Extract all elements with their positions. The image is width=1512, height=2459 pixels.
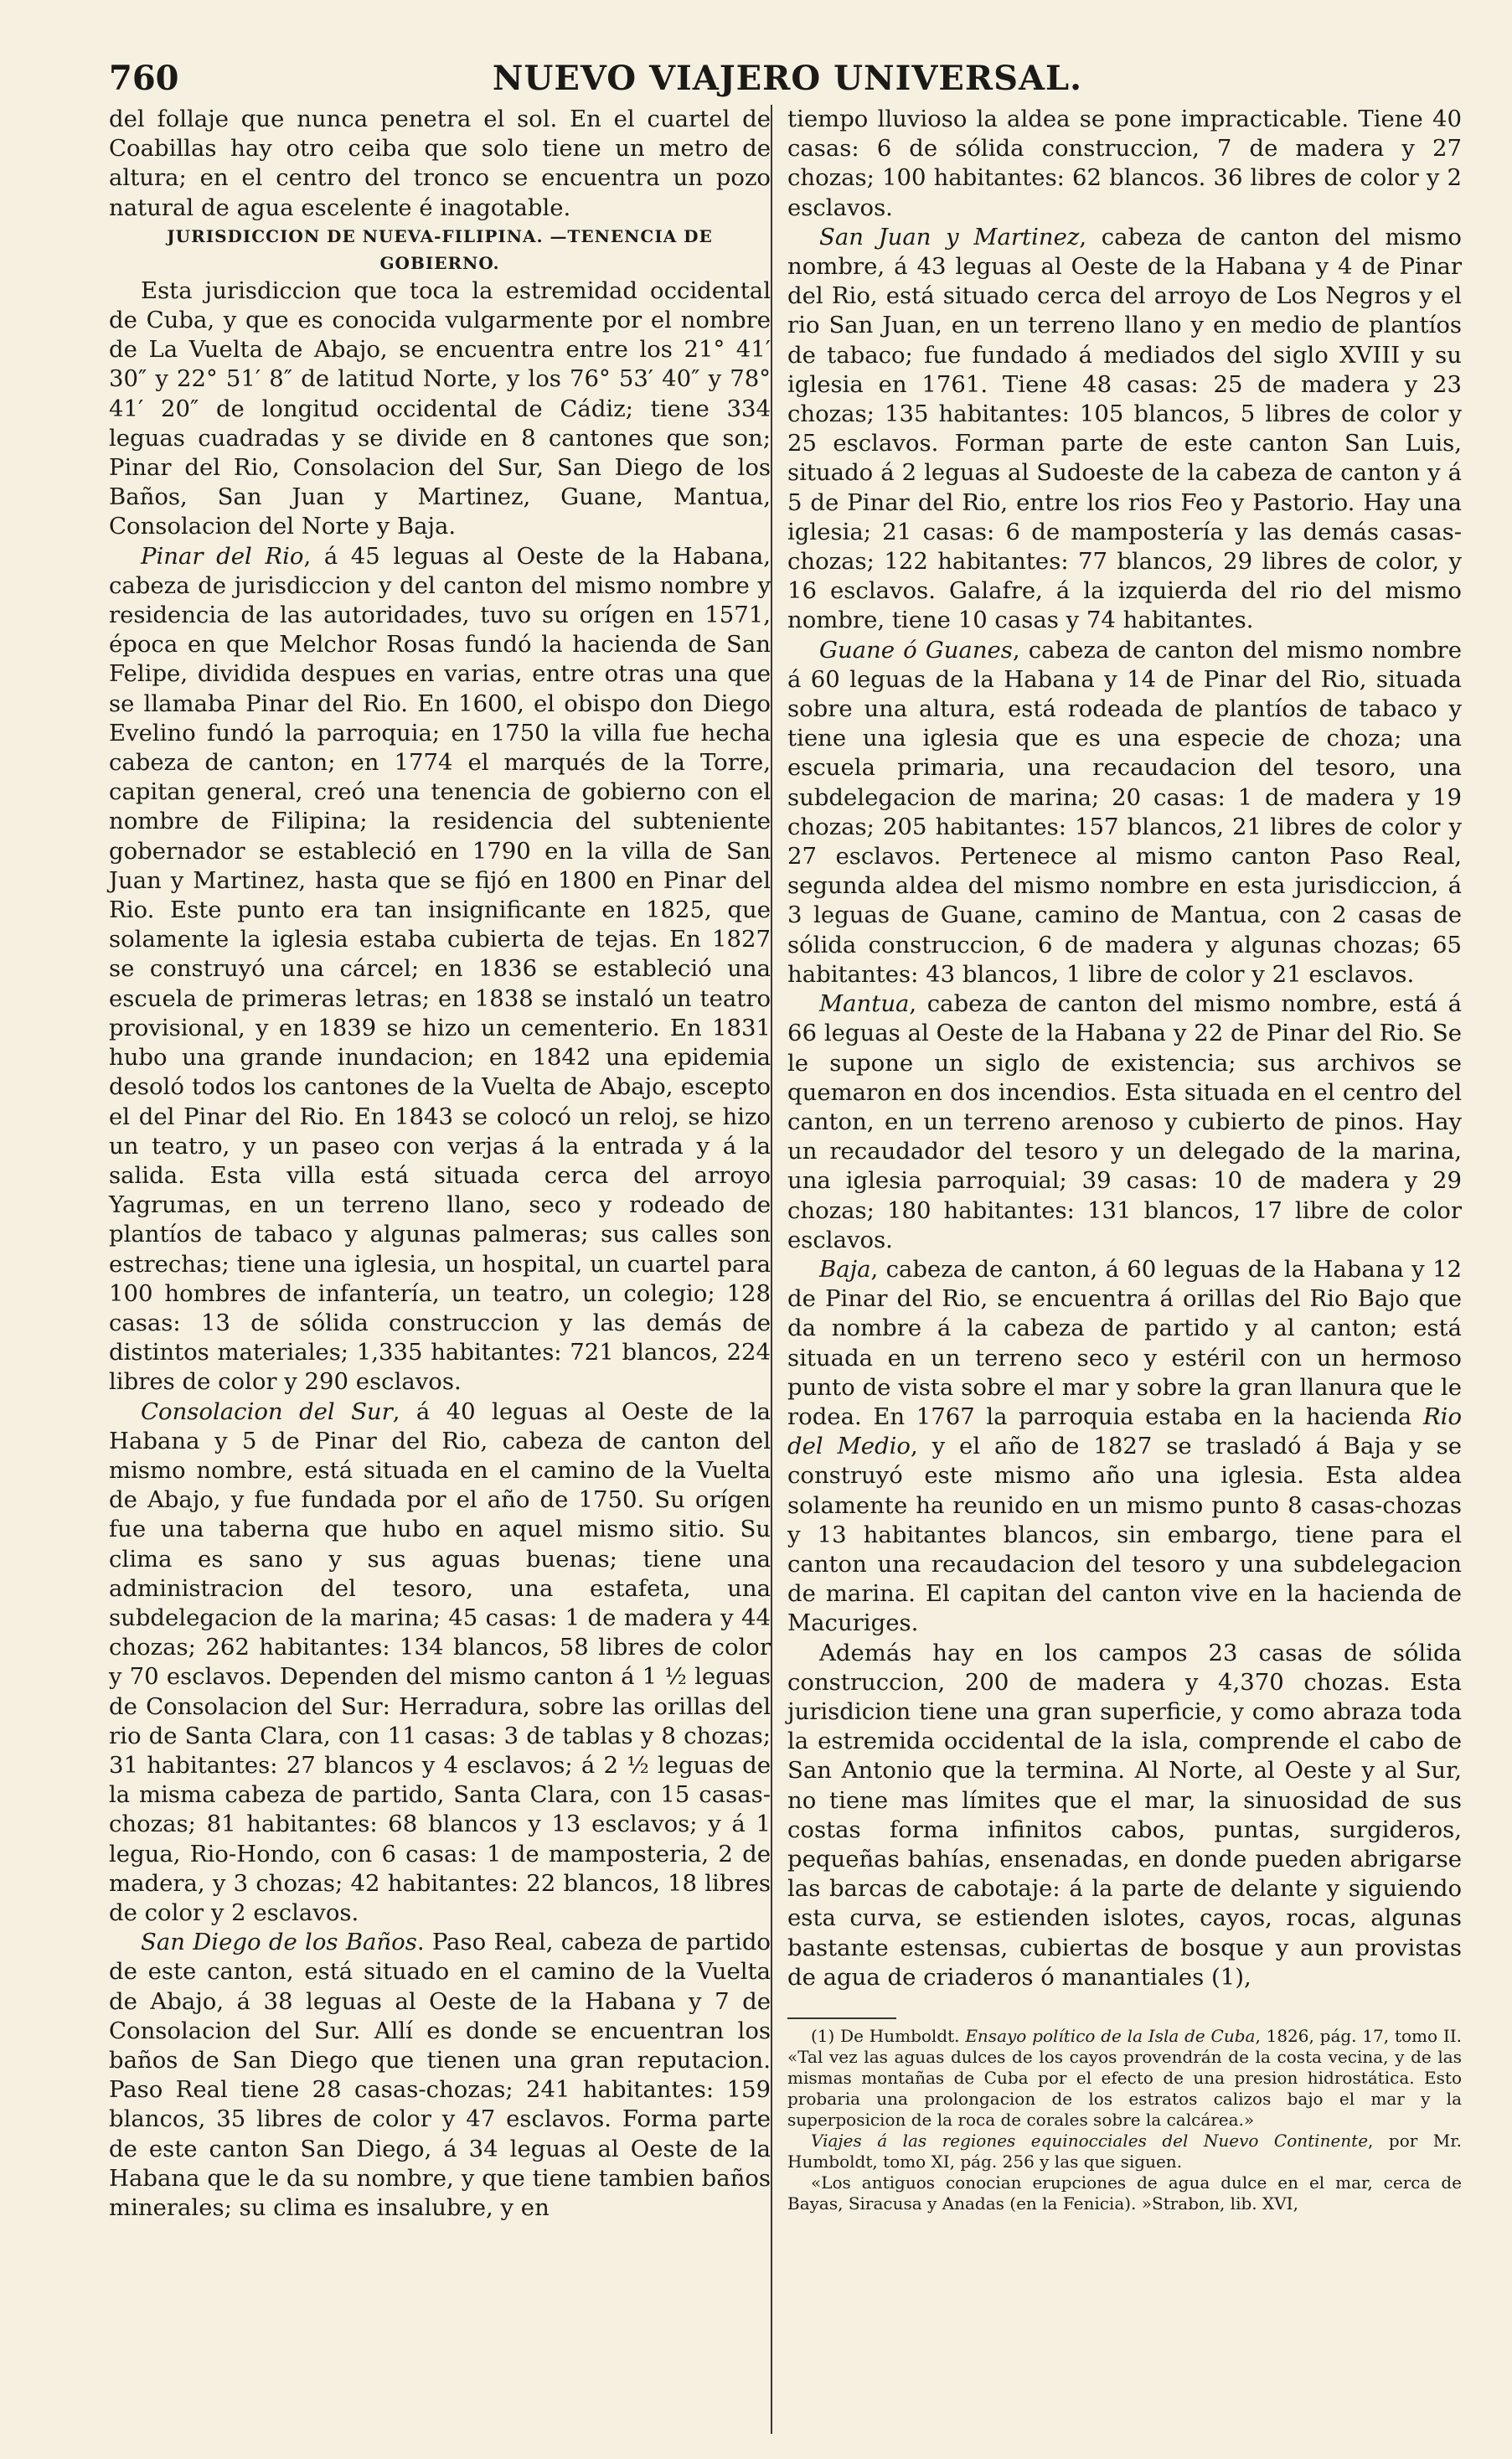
- place-name: Pinar del Rio: [141, 542, 304, 570]
- paragraph-guane: [787, 636, 1462, 989]
- column-divider: [771, 105, 772, 2434]
- right-column: [787, 105, 1462, 2214]
- paragraph: Esta jurisdiccion que toca la estremidad occidental de Cuba, y que es conocida vulgarmente por el nombre de La Vuelta de Abajo, se encuentra entre los 21° 41′ 30″ y 22° 51′ 8″ de latitud Norte, y los 76° 53′ 40″ y 78° 41′ 20″ de longitud occidental de Cádiz; tiene 334 leguas cuadradas y se divide en 8 cantones que son; Pinar del Rio, Consolacion del Sur, San Diego de los Baños, San Juan y Martinez, Guane, Mantua, Consolacion del Norte y Baja.: [109, 276, 771, 540]
- paragraph-text: , y el año de 1827 se trasladó á Baja y se construyó este mismo año una iglesia. Esta aldea solamente ha reunido en un mismo punto 8 casas-chozas y 13 habitantes blancos, sin embargo, tiene para el canton una recaudacion del tesoro y una subdelegacion de marina. El capitan del canton vive en la hacienda de Macuriges.: [787, 1433, 1462, 1637]
- paragraph-text: , á 45 leguas al Oeste de la Habana, cabeza de jurisdiccion y del canton del mismo nombre y residencia de las autoridades, tuvo su orígen en 1571, época en que Melchor Rosas fundó la hacienda de San Felipe, dividida despues en varias, entre otras una que se llamaba Pinar del Rio. En 1600, el obispo don Diego Evelino fundó la parroquia; en 1750 la villa fue hecha cabeza de canton; en 1774 el marqués de la Torre, capitan general, creó una tenencia de gobierno con el nombre de Filipina; la residencia del subteniente gobernador se estableció en 1790 en la villa de San Juan y Martinez, hasta que se fijó en 1800 en Pinar del Rio. Este punto era tan insignificante en 1825, que solamente la iglesia estaba cubierta de tejas. En 1827 se construyó una cárcel; en 1836 se estableció una escuela de primeras letras; en 1838 se instaló un teatro provisional, y en 1839 se hizo un cementerio. En 1831 hubo una grande inundacion; en 1842 una epidemia desoló todos los cantones de la Vuelta de Abajo, escepto el del Pinar del Rio. En 1843 se colocó un reloj, se hizo un teatro, y un paseo con verjas á la entrada y á la salida. Esta villa está situada cerca del arroyo Yagrumas, en un terreno llano, seco y rodeado de plantíos de tabaco y algunas palmeras; sus calles son estrechas; tiene una iglesia, un hospital, un cuartel para 100 hombres de infantería, un teatro, un colegio; 128 casas: 13 de sólida construccion y las demás de distintos materiales; 1,335 habitantes: 721 blancos, 224 libres de color y 290 esclavos.: [109, 542, 771, 1396]
- page-number: 760: [109, 59, 179, 98]
- place-name: Baja: [819, 1255, 871, 1283]
- work-title: Ensayo político de la Isla de Cuba: [965, 2026, 1256, 2046]
- paragraph-text: , cabeza de canton del mismo nombre, está á 66 leguas al Oeste de la Habana y 22 de Pinar del Rio. Se le supone un siglo de existencia; sus archivos se quemaron en dos incendios. Esta situada en el centro del canton, en un terreno arenoso y cubierto de pinos. Hay un recaudador del tesoro y un delegado de la marina, una iglesia parroquial; 39 casas: 10 de madera y 29 chozas; 180 habitantes: 131 blancos, 17 libre de color esclavos.: [787, 990, 1462, 1253]
- place-name: Rio del Medio: [787, 1403, 1462, 1460]
- paragraph-text: , á 40 leguas al Oeste de la Habana y 5 de Pinar del Rio, cabeza de canton del mismo nombre, está situada en el camino de la Vuelta de Abajo, y fue fundada por el año de 1750. Su orígen fue una taberna que hubo en aquel mismo sitio. Su clima es sano y sus aguas buenas; tiene una administracion del tesoro, una estafeta, una subdelegacion de la marina; 45 casas: 1 de madera y 44 chozas; 262 habitantes: 134 blancos, 58 libres de color y 70 esclavos. Dependen del mismo canton á 1 ½ leguas de Consolacion del Sur: Herradura, sobre las orillas del rio de Santa Clara, con 11 casas: 3 de tablas y 8 chozas; 31 habitantes: 27 blancos y 4 esclavos; á 2 ½ leguas de la misma cabeza de partido, Santa Clara, con 15 casas-chozas; 81 habitantes: 68 blancos y 13 esclavos; y á 1 legua, Rio-Hondo, con 6 casas: 1 de mamposteria, 2 de madera, y 3 chozas; 42 habitantes: 22 blancos, 18 libres de color y 2 esclavos.: [109, 1397, 771, 1926]
- footnote: «Los antiguos conocian erupciones de agua dulce en el mar, cerca de Bayas, Siracusa y Anadas (en la Fenicia). »Strabon, lib. XVI,: [787, 2172, 1462, 2214]
- paragraph-consolacion-del-sur: [109, 1397, 771, 1929]
- paragraph: Además hay en los campos 23 casas de sólida construccion, 200 de madera y 4,370 chozas. Esta jurisdicion tiene una gran superficie, y como abraza toda la estremida occidental de la isla, comprende el cabo de San Antonio que la termina. Al Norte, al Oeste y al Sur, no tiene mas límites que el mar, la sinuosidad de sus costas forma infinitos cabos, puntas, surgideros, pequeñas bahías, ensenadas, en donde pueden abrigarse las barcas de cabotaje: á la parte de delante y siguiendo esta curva, se estienden islotes, cayos, rocas, algunas bastante estensas, cubiertas de bosque y aun provistas de agua de criaderos ó manantiales (1),: [787, 1639, 1462, 1991]
- work-title: Viajes á las regiones equinocciales del Nuevo Continente: [811, 2131, 1369, 2151]
- footnotes: [787, 2026, 1462, 2214]
- place-name: San Juan y Martinez: [819, 223, 1080, 251]
- footnote-text: (1) De Humboldt.: [811, 2026, 966, 2046]
- footnote: [787, 2026, 1462, 2131]
- paragraph-text: . Paso Real, cabeza de partido de este canton, está situado en el camino de la Vuelta de Abajo, á 38 leguas al Oeste de la Habana y 7 de Consolacion del Sur. Allí es donde se encuentran los baños de San Diego que tienen una gran reputacion. Paso Real tiene 28 casas-chozas; 241 habitantes: 159 blancos, 35 libres de color y 47 esclavos. Forma parte de este canton San Diego, á 34 leguas al Oeste de la Habana que le da su nombre, y que tiene tambien baños minerales; su clima es insalubre, y en: [109, 1929, 771, 2222]
- place-name: Mantua: [819, 990, 910, 1018]
- page-header: [109, 59, 1466, 109]
- running-title: NUEVO VIAJERO UNIVERSAL.: [492, 59, 1083, 98]
- paragraph: tiempo lluvioso la aldea se pone impracticable. Tiene 40 casas: 6 de sólida construccion, 7 de madera y 27 chozas; 100 habitantes: 62 blancos. 36 libres de color y 2 esclavos.: [787, 106, 1462, 221]
- paragraph-text: , cabeza de canton, á 60 leguas de la Habana y 12 de Pinar del Rio, se encuentra á orillas del Rio Bajo que da nombre á la cabeza de partido y al canton; está situada en un terreno seco y estéril con un hermoso punto de vista sobre el mar y sobre la gran llanura que le rodea. En 1767 la parroquia estaba en la hacienda: [787, 1255, 1462, 1430]
- place-name: San Diego de los Baños: [141, 1929, 417, 1956]
- paragraph-pinar-del-rio: [109, 542, 771, 1397]
- paragraph-baja: [787, 1255, 1462, 1639]
- place-name: Consolacion del Sur: [141, 1397, 393, 1425]
- paragraph: del follaje que nunca penetra el sol. En el cuartel de Coabillas hay otro ceiba que solo tiene un metro de altura; en el centro del tronco se encuentra un pozo natural de agua escelente é inagotable.: [109, 106, 771, 221]
- footnote-rule: [787, 2017, 896, 2019]
- place-name: Guane ó Guanes: [819, 636, 1013, 664]
- footnote-text: , por Mr. Humboldt, tomo XI, pág. 256 y las que siguen.: [787, 2131, 1462, 2172]
- footnote: [787, 2131, 1462, 2172]
- paragraph-text: , cabeza de canton del mismo nombre, á 43 leguas al Oeste de la Habana y 4 de Pinar del Rio, está situado cerca del arroyo de Los Negros y el rio San Juan, en un terreno llano y en medio de plantíos de tabaco; fue fundado á mediados del siglo XVIII y su iglesia en 1761. Tiene 48 casas: 25 de madera y 23 chozas; 135 habitantes: 105 blancos, 5 libres de color y 25 esclavos. Forman parte de este canton San Luis, situado á 2 leguas al Sudoeste de la cabeza de canton y á 5 de Pinar del Rio, entre los rios Feo y Pastorio. Hay una iglesia; 21 casas: 6 de mampostería y las demás casas-chozas; 122 habitantes: 77 blancos, 29 libres de color, y 16 esclavos. Galafre, á la izquierda del rio del mismo nombre, tiene 10 casas y 74 habitantes.: [787, 223, 1462, 634]
- section-heading: JURISDICCION DE NUEVA-FILIPINA. —TENENCIA DE GOBIERNO.: [167, 225, 713, 273]
- paragraph-text: , cabeza de canton del mismo nombre á 60 leguas de la Habana y 14 de Pinar del Rio, situada sobre una altura, está rodeada de plantíos de tabaco y tiene una iglesia que es una especie de choza; una escuela primaria, una recaudacion del tesoro, una subdelegacion de marina; 20 casas: 1 de madera y 19 chozas; 205 habitantes: 157 blancos, 21 libres de color y 27 esclavos. Pertenece al mismo canton Paso Real, segunda aldea del mismo nombre en esta jurisdiccion, á 3 leguas de Guane, camino de Mantua, con 2 casas de sólida construccion, 6 de madera y algunas chozas; 65 habitantes: 43 blancos, 1 libre de color y 21 esclavos.: [787, 636, 1462, 988]
- footnote-text: , 1826, pág. 17, tomo II. «Tal vez las aguas dulces de los cayos provendrán de la costa vecina, y de las mismas montañas de Cuba por el efecto de una presion hidrostática. Esto probaria una prolongacion de los estratos calizos bajo el mar y la superposicion de la roca de corales sobre la calcárea.»: [787, 2026, 1462, 2130]
- left-column: [109, 105, 771, 2223]
- paragraph-san-diego: [109, 1928, 771, 2223]
- paragraph-san-juan: [787, 223, 1462, 636]
- paragraph-mantua: [787, 989, 1462, 1255]
